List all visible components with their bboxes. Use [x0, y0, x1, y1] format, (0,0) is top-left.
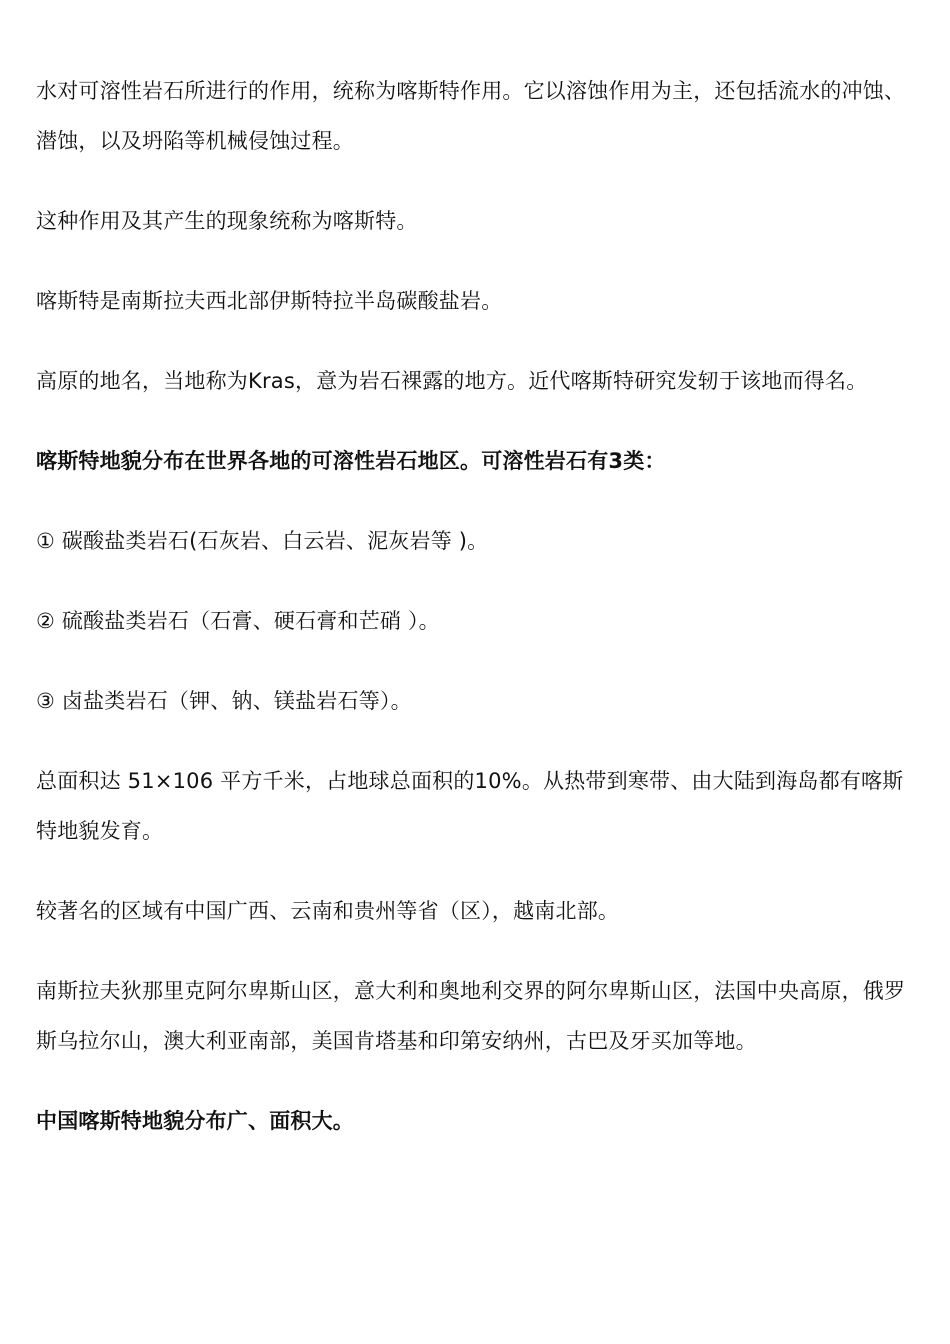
- heading-distribution: 喀斯特地貌分布在世界各地的可溶性岩石地区。可溶性岩石有3类：: [36, 449, 666, 473]
- list-item-carbonate: ① 碳酸盐类岩石(石灰岩、白云岩、泥灰岩等 )。: [36, 529, 489, 553]
- heading-china-karst: 中国喀斯特地貌分布广、面积大。: [36, 1109, 354, 1133]
- document-body: [36, 66, 916, 1176]
- list-item-sulfate: ② 硫酸盐类岩石（石膏、硬石膏和芒硝 ）。: [36, 609, 440, 633]
- paragraph-total-area: 总面积达 51×106 平方千米，占地球总面积的10%。从热带到寒带、由大陆到海岛都有喀斯特地貌发育。: [36, 769, 904, 843]
- paragraph-world-regions: 南斯拉夫狄那里克阿尔卑斯山区，意大利和奥地利交界的阿尔卑斯山区，法国中央高原，俄罗斯乌拉尔山，澳大利亚南部，美国肯塔基和印第安纳州，古巴及牙买加等地。: [36, 979, 906, 1053]
- paragraph-karst-phenomenon: 这种作用及其产生的现象统称为喀斯特。: [36, 209, 418, 233]
- paragraph-kras-name: 高原的地名，当地称为Kras，意为岩石裸露的地方。近代喀斯特研究发轫于该地而得名。: [36, 369, 868, 393]
- paragraph-famous-regions: 较著名的区域有中国广西、云南和贵州等省（区），越南北部。: [36, 899, 620, 923]
- paragraph-karst-definition: 水对可溶性岩石所进行的作用，统称为喀斯特作用。它以溶蚀作用为主，还包括流水的冲蚀、潜蚀，以及坍陷等机械侵蚀过程。: [36, 79, 906, 153]
- paragraph-karst-origin: 喀斯特是南斯拉夫西北部伊斯特拉半岛碳酸盐岩。: [36, 289, 503, 313]
- list-item-halide: ③ 卤盐类岩石（钾、钠、镁盐岩石等）。: [36, 689, 412, 713]
